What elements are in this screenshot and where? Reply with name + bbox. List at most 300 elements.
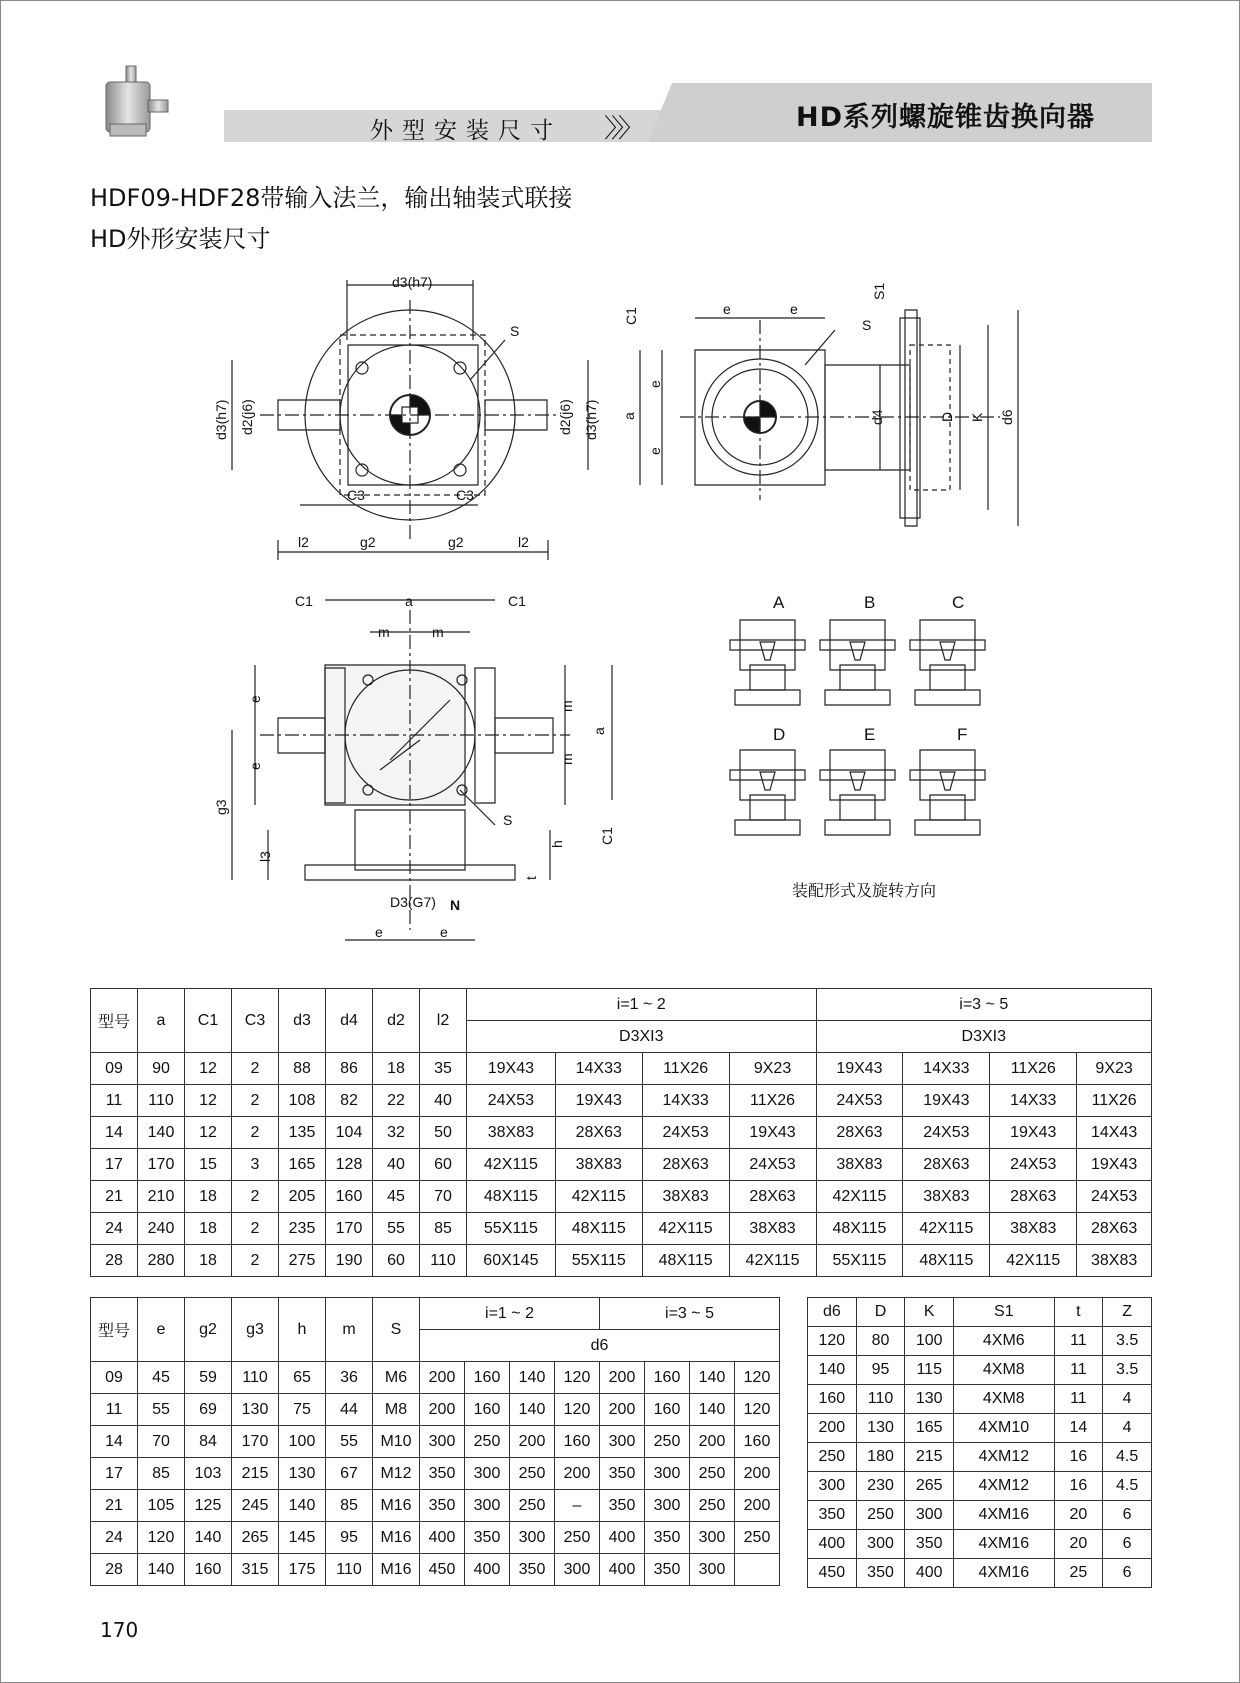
table-cell: 400	[420, 1522, 465, 1554]
flange-table	[807, 1297, 1152, 1588]
table-cell: 14X33	[555, 1053, 642, 1085]
table-cell: 55	[138, 1394, 185, 1426]
table-cell: 100	[279, 1426, 326, 1458]
label-a-front: a	[405, 593, 413, 609]
table-cell: 300	[905, 1501, 954, 1530]
table-cell: 275	[279, 1245, 326, 1277]
label-e-front-right: e	[440, 924, 448, 940]
table-cell: 88	[279, 1053, 326, 1085]
table-cell: 250	[510, 1458, 555, 1490]
header-cell: d4	[326, 989, 373, 1053]
series-title: HD系列螺旋锥齿换向器	[796, 102, 1096, 133]
label-e-side-bottom: e	[647, 447, 663, 455]
table-cell: 400	[465, 1554, 510, 1586]
dimension-table-1	[90, 988, 1152, 1277]
table-cell: 28	[91, 1554, 138, 1586]
table-cell: 4.5	[1103, 1472, 1152, 1501]
table-cell: 95	[856, 1356, 905, 1385]
dimension-table-2	[90, 1297, 780, 1586]
table-cell: 18	[373, 1053, 420, 1085]
front-view	[232, 600, 612, 940]
label-d6: d6	[999, 409, 1015, 425]
table-cell: M12	[373, 1458, 420, 1490]
table-cell: 19X43	[729, 1117, 816, 1149]
table-cell: 200	[690, 1426, 735, 1458]
header-subtitle: 外型安装尺寸	[370, 118, 562, 144]
table-cell: 215	[905, 1443, 954, 1472]
header-cell: C3	[232, 989, 279, 1053]
table-cell: M6	[373, 1362, 420, 1394]
table-cell: 48X115	[816, 1213, 903, 1245]
header-cell: d2	[373, 989, 420, 1053]
label-e-front-bottom: e	[247, 762, 263, 770]
table-cell: 44	[326, 1394, 373, 1426]
table-cell: 38X83	[642, 1181, 729, 1213]
table-cell: 108	[279, 1085, 326, 1117]
table-cell: 20	[1054, 1530, 1103, 1559]
table-cell: 120	[808, 1327, 857, 1356]
label-d3h7: d3(h7)	[392, 274, 433, 290]
table-cell: 14X33	[642, 1085, 729, 1117]
table-row	[91, 1053, 1152, 1085]
table-cell: 350	[645, 1554, 690, 1586]
table-cell: 135	[279, 1117, 326, 1149]
table-cell: 9X23	[729, 1053, 816, 1085]
table-cell: 130	[279, 1458, 326, 1490]
table-cell: 85	[138, 1458, 185, 1490]
table-header-row	[808, 1298, 1152, 1327]
table-cell: 250	[465, 1426, 510, 1458]
label-m-front-top: m	[559, 700, 575, 712]
table-cell: 128	[326, 1149, 373, 1181]
label-c1-front-right: C1	[508, 593, 526, 609]
table-cell: 350	[600, 1490, 645, 1522]
table-cell: 230	[856, 1472, 905, 1501]
table-cell: 3.5	[1103, 1356, 1152, 1385]
table-cell: 28	[91, 1245, 138, 1277]
table-cell: 38X83	[467, 1117, 556, 1149]
table-cell: 60	[420, 1149, 467, 1181]
table-cell: 115	[905, 1356, 954, 1385]
table-row	[808, 1414, 1152, 1443]
table-row	[808, 1385, 1152, 1414]
table-cell: 24X53	[903, 1117, 990, 1149]
table-cell: M16	[373, 1522, 420, 1554]
group-header: i=1 ~ 2	[467, 989, 817, 1021]
table-cell: 300	[420, 1426, 465, 1458]
table-cell: 11	[91, 1394, 138, 1426]
table-cell: 17	[91, 1458, 138, 1490]
table-cell: 24	[91, 1522, 138, 1554]
table-cell: 110	[232, 1362, 279, 1394]
table-cell: 85	[326, 1490, 373, 1522]
table-cell: 11	[1054, 1385, 1103, 1414]
subheader-cell: D3XI3	[467, 1021, 817, 1053]
table-cell: 19X43	[467, 1053, 556, 1085]
table-cell: 190	[326, 1245, 373, 1277]
table-cell: 42X115	[903, 1213, 990, 1245]
table-cell: 140	[138, 1554, 185, 1586]
label-t: t	[523, 876, 539, 880]
table-cell: 19X43	[990, 1117, 1077, 1149]
header-cell: g2	[185, 1298, 232, 1362]
table-cell: 67	[326, 1458, 373, 1490]
table-cell: 280	[138, 1245, 185, 1277]
table-cell: 3	[232, 1149, 279, 1181]
table-cell: 100	[905, 1327, 954, 1356]
page-number: 170	[100, 1618, 139, 1642]
table-row	[91, 1426, 780, 1458]
header-cell: Z	[1103, 1298, 1152, 1327]
table-cell: 4XM12	[954, 1472, 1055, 1501]
table-cell: 125	[185, 1490, 232, 1522]
table-cell: 250	[690, 1490, 735, 1522]
table-cell: 400	[905, 1559, 954, 1588]
table-cell: 32	[373, 1117, 420, 1149]
table-cell: 24X53	[729, 1149, 816, 1181]
table-cell: 300	[690, 1522, 735, 1554]
table-cell: 300	[465, 1490, 510, 1522]
table-cell: 55X115	[816, 1245, 903, 1277]
table-cell: 235	[279, 1213, 326, 1245]
label-c1-side: C1	[623, 307, 639, 325]
label-s-side: S	[862, 317, 872, 333]
table-cell: 250	[555, 1522, 600, 1554]
table-cell: 48X115	[555, 1213, 642, 1245]
table-cell: 200	[420, 1362, 465, 1394]
table-cell: 350	[905, 1530, 954, 1559]
table-cell: 11X26	[642, 1053, 729, 1085]
table-cell: 90	[138, 1053, 185, 1085]
table-cell: 24X53	[990, 1149, 1077, 1181]
table-cell: 21	[91, 1490, 138, 1522]
label-c1-front-left: C1	[295, 593, 313, 609]
table-cell: 120	[735, 1362, 780, 1394]
table-cell	[735, 1554, 780, 1586]
table-cell: 38X83	[555, 1149, 642, 1181]
table-cell: 250	[645, 1426, 690, 1458]
side-view	[640, 310, 1018, 526]
table-cell: 70	[138, 1426, 185, 1458]
table-cell: 11	[1054, 1327, 1103, 1356]
table-cell: 160	[808, 1385, 857, 1414]
table-cell: 103	[185, 1458, 232, 1490]
label-d4: d4	[869, 409, 885, 425]
table-cell: 300	[510, 1522, 555, 1554]
table-cell: 350	[420, 1490, 465, 1522]
table-cell: 140	[510, 1394, 555, 1426]
table-cell: 42X115	[816, 1181, 903, 1213]
section-subtitle: HD外形安装尺寸	[90, 225, 271, 253]
table-cell: 14X43	[1077, 1117, 1152, 1149]
group-header: i=1 ~ 2	[420, 1298, 600, 1330]
table-cell: 4XM16	[954, 1501, 1055, 1530]
table-cell: 350	[856, 1559, 905, 1588]
table-cell: 28X63	[555, 1117, 642, 1149]
table-cell: 36	[326, 1362, 373, 1394]
header-cell: d3	[279, 989, 326, 1053]
table-cell: 6	[1103, 1501, 1152, 1530]
table-cell: 24X53	[816, 1085, 903, 1117]
table-cell: M8	[373, 1394, 420, 1426]
table-cell: 200	[555, 1458, 600, 1490]
table-cell: 11X26	[1077, 1085, 1152, 1117]
label-e-side-left: e	[723, 301, 731, 317]
table-cell: 170	[138, 1149, 185, 1181]
table-header-row	[91, 1298, 780, 1330]
table-cell: 140	[690, 1362, 735, 1394]
label-D3G7: D3(G7)	[390, 894, 436, 910]
table-cell: 265	[232, 1522, 279, 1554]
header-cell: 型号	[91, 1298, 138, 1362]
table-cell: 450	[420, 1554, 465, 1586]
table-header-row	[91, 989, 1152, 1021]
table-cell: 130	[232, 1394, 279, 1426]
table-row	[91, 1117, 1152, 1149]
table-cell: 18	[185, 1245, 232, 1277]
table-cell: 110	[420, 1245, 467, 1277]
table-cell: 42X115	[467, 1149, 556, 1181]
table-cell: 200	[600, 1362, 645, 1394]
table-cell: 140	[279, 1490, 326, 1522]
table-cell: 19X43	[555, 1085, 642, 1117]
table-row	[91, 1245, 1152, 1277]
table-cell: 300	[645, 1458, 690, 1490]
label-l2-right: l2	[518, 534, 529, 550]
label-D: D	[939, 411, 955, 422]
header-cell: e	[138, 1298, 185, 1362]
table-cell: 16	[1054, 1472, 1103, 1501]
subheader-cell: d6	[420, 1330, 780, 1362]
table-cell: 2	[232, 1245, 279, 1277]
table-cell: 24X53	[1077, 1181, 1152, 1213]
table-cell: 315	[232, 1554, 279, 1586]
table-cell: 300	[690, 1554, 735, 1586]
table-cell: 42X115	[729, 1245, 816, 1277]
header-cell: h	[279, 1298, 326, 1362]
table-cell: 350	[465, 1522, 510, 1554]
table-cell: 14	[91, 1426, 138, 1458]
table-cell: 110	[326, 1554, 373, 1586]
table-row	[808, 1443, 1152, 1472]
table-cell: 60X145	[467, 1245, 556, 1277]
table-cell: 250	[690, 1458, 735, 1490]
table-cell: 11	[91, 1085, 138, 1117]
table-row	[91, 1149, 1152, 1181]
table-cell: 11X26	[729, 1085, 816, 1117]
table-cell: 24X53	[642, 1117, 729, 1149]
label-g3: g3	[213, 799, 229, 815]
table-cell: 4XM10	[954, 1414, 1055, 1443]
assembly-diagrams	[730, 620, 985, 835]
table-cell: 350	[510, 1554, 555, 1586]
table-cell: 14	[91, 1117, 138, 1149]
table-cell: 250	[735, 1522, 780, 1554]
table-cell: 28X63	[642, 1149, 729, 1181]
table-cell: 69	[185, 1394, 232, 1426]
table-cell: 55	[326, 1426, 373, 1458]
table-cell: 65	[279, 1362, 326, 1394]
table-cell: –	[555, 1490, 600, 1522]
label-a-side: a	[621, 412, 637, 420]
table-cell: 180	[856, 1443, 905, 1472]
table-row	[808, 1559, 1152, 1588]
table-cell: 200	[600, 1394, 645, 1426]
table-cell: 15	[185, 1149, 232, 1181]
table-cell: 12	[185, 1117, 232, 1149]
assembly-label-b: B	[864, 593, 876, 612]
table-cell: 215	[232, 1458, 279, 1490]
table-cell: 200	[808, 1414, 857, 1443]
label-d3h7-left: d3(h7)	[213, 399, 229, 440]
table-cell: 18	[185, 1181, 232, 1213]
table-cell: 400	[808, 1530, 857, 1559]
label-e-front-top: e	[247, 695, 263, 703]
table-cell: 4.5	[1103, 1443, 1152, 1472]
table-row	[91, 1085, 1152, 1117]
table-cell: 160	[555, 1426, 600, 1458]
table-cell: 160	[185, 1554, 232, 1586]
table-cell: 250	[856, 1501, 905, 1530]
table-cell: 70	[420, 1181, 467, 1213]
table-cell: 85	[420, 1213, 467, 1245]
table-cell: 140	[185, 1522, 232, 1554]
table-cell: 140	[138, 1117, 185, 1149]
table-cell: 18	[185, 1213, 232, 1245]
table-row	[91, 1490, 780, 1522]
table-cell: 160	[326, 1181, 373, 1213]
section-title: HDF09-HDF28带输入法兰，输出轴装式联接	[90, 184, 573, 212]
assembly-caption: 装配形式及旋转方向	[792, 881, 937, 900]
table-cell: 82	[326, 1085, 373, 1117]
table-cell: 38X83	[816, 1149, 903, 1181]
table-cell: 4	[1103, 1385, 1152, 1414]
table-cell: 48X115	[467, 1181, 556, 1213]
table-cell: 50	[420, 1117, 467, 1149]
label-l3: l3	[257, 851, 273, 862]
table-row	[91, 1554, 780, 1586]
group-header: i=3 ~ 5	[600, 1298, 780, 1330]
table-cell: 38X83	[903, 1181, 990, 1213]
table2-body	[91, 1362, 780, 1586]
table-cell: 19X43	[816, 1053, 903, 1085]
table-cell: 28X63	[729, 1181, 816, 1213]
table-cell: 350	[645, 1522, 690, 1554]
header-cell: D	[856, 1298, 905, 1327]
table-cell: 2	[232, 1213, 279, 1245]
table-cell: 160	[645, 1394, 690, 1426]
label-l2-left: l2	[298, 534, 309, 550]
table-cell: 22	[373, 1085, 420, 1117]
table-cell: 14	[1054, 1414, 1103, 1443]
table-row	[808, 1356, 1152, 1385]
table-cell: 140	[510, 1362, 555, 1394]
label-c3-left: C3	[347, 487, 365, 503]
table-cell: 165	[279, 1149, 326, 1181]
table-cell: 12	[185, 1053, 232, 1085]
table-cell: 28X63	[903, 1149, 990, 1181]
table-row	[91, 1522, 780, 1554]
table-cell: 350	[808, 1501, 857, 1530]
table-cell: 2	[232, 1181, 279, 1213]
table-cell: 42X115	[990, 1245, 1077, 1277]
table-cell: 2	[232, 1117, 279, 1149]
table-cell: 4XM8	[954, 1356, 1055, 1385]
header-cell: m	[326, 1298, 373, 1362]
table-cell: 55X115	[555, 1245, 642, 1277]
table-cell: 84	[185, 1426, 232, 1458]
table-cell: 120	[555, 1394, 600, 1426]
table-cell: 40	[373, 1149, 420, 1181]
table-row	[808, 1327, 1152, 1356]
label-s: S	[510, 323, 520, 339]
table-cell: 120	[138, 1522, 185, 1554]
table-cell: 20	[1054, 1501, 1103, 1530]
table-cell: 55	[373, 1213, 420, 1245]
table-cell: M10	[373, 1426, 420, 1458]
table-cell: 200	[510, 1426, 555, 1458]
table-row	[91, 1458, 780, 1490]
table-cell: 24	[91, 1213, 138, 1245]
table-cell: 300	[555, 1554, 600, 1586]
table-cell: 42X115	[642, 1213, 729, 1245]
table-cell: 300	[645, 1490, 690, 1522]
table-cell: 110	[138, 1085, 185, 1117]
table-row	[91, 1181, 1152, 1213]
table-cell: 45	[138, 1362, 185, 1394]
assembly-label-f: F	[957, 725, 968, 744]
table-cell: M16	[373, 1490, 420, 1522]
table-row	[808, 1530, 1152, 1559]
assembly-label-d: D	[773, 725, 786, 744]
table-cell: 14X33	[903, 1053, 990, 1085]
table-cell: 12	[185, 1085, 232, 1117]
table-row	[808, 1501, 1152, 1530]
label-e-side-right: e	[790, 301, 798, 317]
table-cell: 120	[735, 1394, 780, 1426]
table-cell: 11	[1054, 1356, 1103, 1385]
table-cell: 250	[808, 1443, 857, 1472]
top-view	[232, 280, 588, 560]
table-cell: 200	[735, 1458, 780, 1490]
table-cell: 200	[420, 1394, 465, 1426]
table-cell: 350	[600, 1458, 645, 1490]
assembly-label-c: C	[952, 593, 965, 612]
table-row	[91, 1394, 780, 1426]
header-cell: a	[138, 989, 185, 1053]
table-cell: 160	[465, 1394, 510, 1426]
table-cell: 59	[185, 1362, 232, 1394]
table-cell: 300	[465, 1458, 510, 1490]
table-cell: 300	[856, 1530, 905, 1559]
table-cell: 38X83	[1077, 1245, 1152, 1277]
table-cell: 105	[138, 1490, 185, 1522]
table-cell: 48X115	[642, 1245, 729, 1277]
table-cell: 265	[905, 1472, 954, 1501]
table-cell: 140	[690, 1394, 735, 1426]
table-cell: 09	[91, 1362, 138, 1394]
subheader-cell: D3XI3	[816, 1021, 1152, 1053]
table-cell: 28X63	[990, 1181, 1077, 1213]
header-cell: t	[1054, 1298, 1103, 1327]
label-a-front-side: a	[591, 727, 607, 735]
table-cell: 11X26	[990, 1053, 1077, 1085]
header-cell: g3	[232, 1298, 279, 1362]
table-cell: 45	[373, 1181, 420, 1213]
table-cell: 130	[856, 1414, 905, 1443]
table-cell: 9X23	[1077, 1053, 1152, 1085]
table-row	[808, 1472, 1152, 1501]
